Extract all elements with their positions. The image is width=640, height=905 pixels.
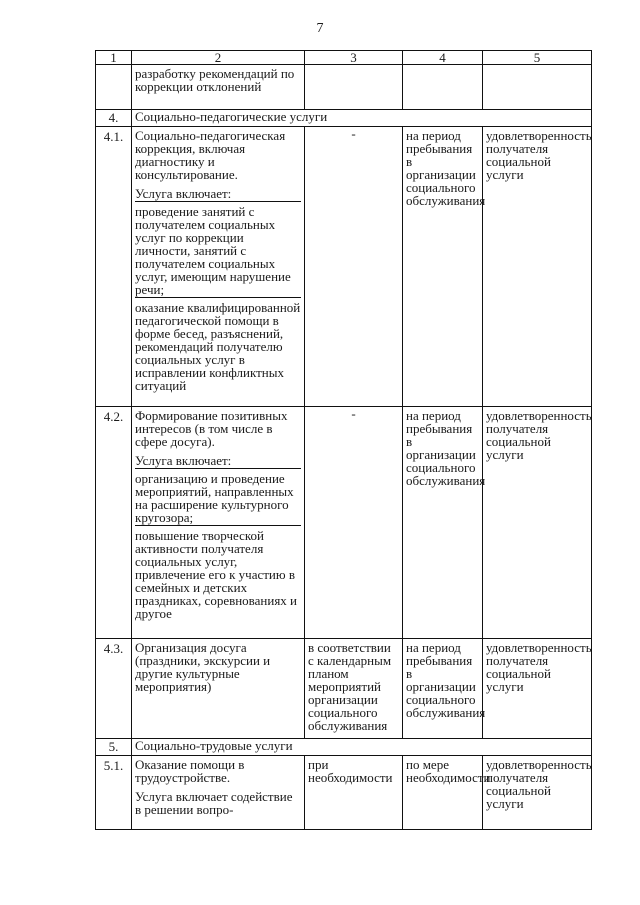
delivery-term: по мере необходимости <box>403 756 483 830</box>
quality-indicator: удовлетворенность получателя социальной услуги <box>483 756 592 830</box>
service-description: Организация досуга (праздники, экскурсии и другие культурные мероприятия) <box>132 639 305 739</box>
table-row <box>96 407 592 639</box>
column-number-row <box>96 51 592 65</box>
section-row <box>96 110 592 127</box>
quality-indicator: удовлетворенность получателя социальной услуги <box>483 639 592 739</box>
periodicity: при необходимости <box>305 756 403 830</box>
table-row <box>96 127 592 407</box>
item-number: 5.1. <box>96 756 132 830</box>
section-title: Социально-педагогические услуги <box>132 110 592 127</box>
item-number: 4.2. <box>96 407 132 639</box>
section-row <box>96 739 592 756</box>
item-number: 4.1. <box>96 127 132 407</box>
table-row <box>96 639 592 739</box>
column-number: 4 <box>403 51 483 65</box>
column-number: 5 <box>483 51 592 65</box>
service-description: Оказание помощи в трудоустройстве. Услуга включает содействие в решении вопро- <box>132 756 305 830</box>
column-number: 3 <box>305 51 403 65</box>
quality-indicator: удовлетворенность получателя социальной услуги <box>483 127 592 407</box>
delivery-term: на период пребывания в организации социального обслуживания <box>403 127 483 407</box>
column-number: 1 <box>96 51 132 65</box>
service-description: Социально-педагогическая коррекция, включая диагностику и консультирование. Услуга включает: проведение занятий с получателем социальных услуг по коррекции личности, занятий с получателем социальных услуг, имеющим нарушение речи; оказание квалифицированной педагогической помощи в форме бесед, разъяснений, рекомендаций получателю социальных услуг в исправлении конфликтных ситуаций <box>132 127 305 407</box>
services-table <box>95 50 592 830</box>
periodicity: - <box>305 127 403 407</box>
column-number: 2 <box>132 51 305 65</box>
section-title: Социально-трудовые услуги <box>132 739 592 756</box>
quality-indicator: удовлетворенность получателя социальной услуги <box>483 407 592 639</box>
service-description: Формирование позитивных интересов (в том числе в сфере досуга). Услуга включает: организацию и проведение мероприятий, направленных на расширение культурного кругозора; повышение творческой активности получателя социальных услуг, привлечение его к участию в семейных и детских праздниках, соревнованиях и другое <box>132 407 305 639</box>
section-number: 4. <box>96 110 132 127</box>
page-number: 7 <box>316 21 324 36</box>
delivery-term: на период пребывания в организации социального обслуживания <box>403 407 483 639</box>
table-row <box>96 65 592 110</box>
periodicity: в соответствии с календарным планом мероприятий организации социального обслуживания <box>305 639 403 739</box>
service-description: разработку рекомендаций по коррекции отклонений <box>132 65 305 110</box>
section-number: 5. <box>96 739 132 756</box>
periodicity: - <box>305 407 403 639</box>
item-number: 4.3. <box>96 639 132 739</box>
table-row <box>96 756 592 830</box>
delivery-term: на период пребывания в организации социального обслуживания <box>403 639 483 739</box>
